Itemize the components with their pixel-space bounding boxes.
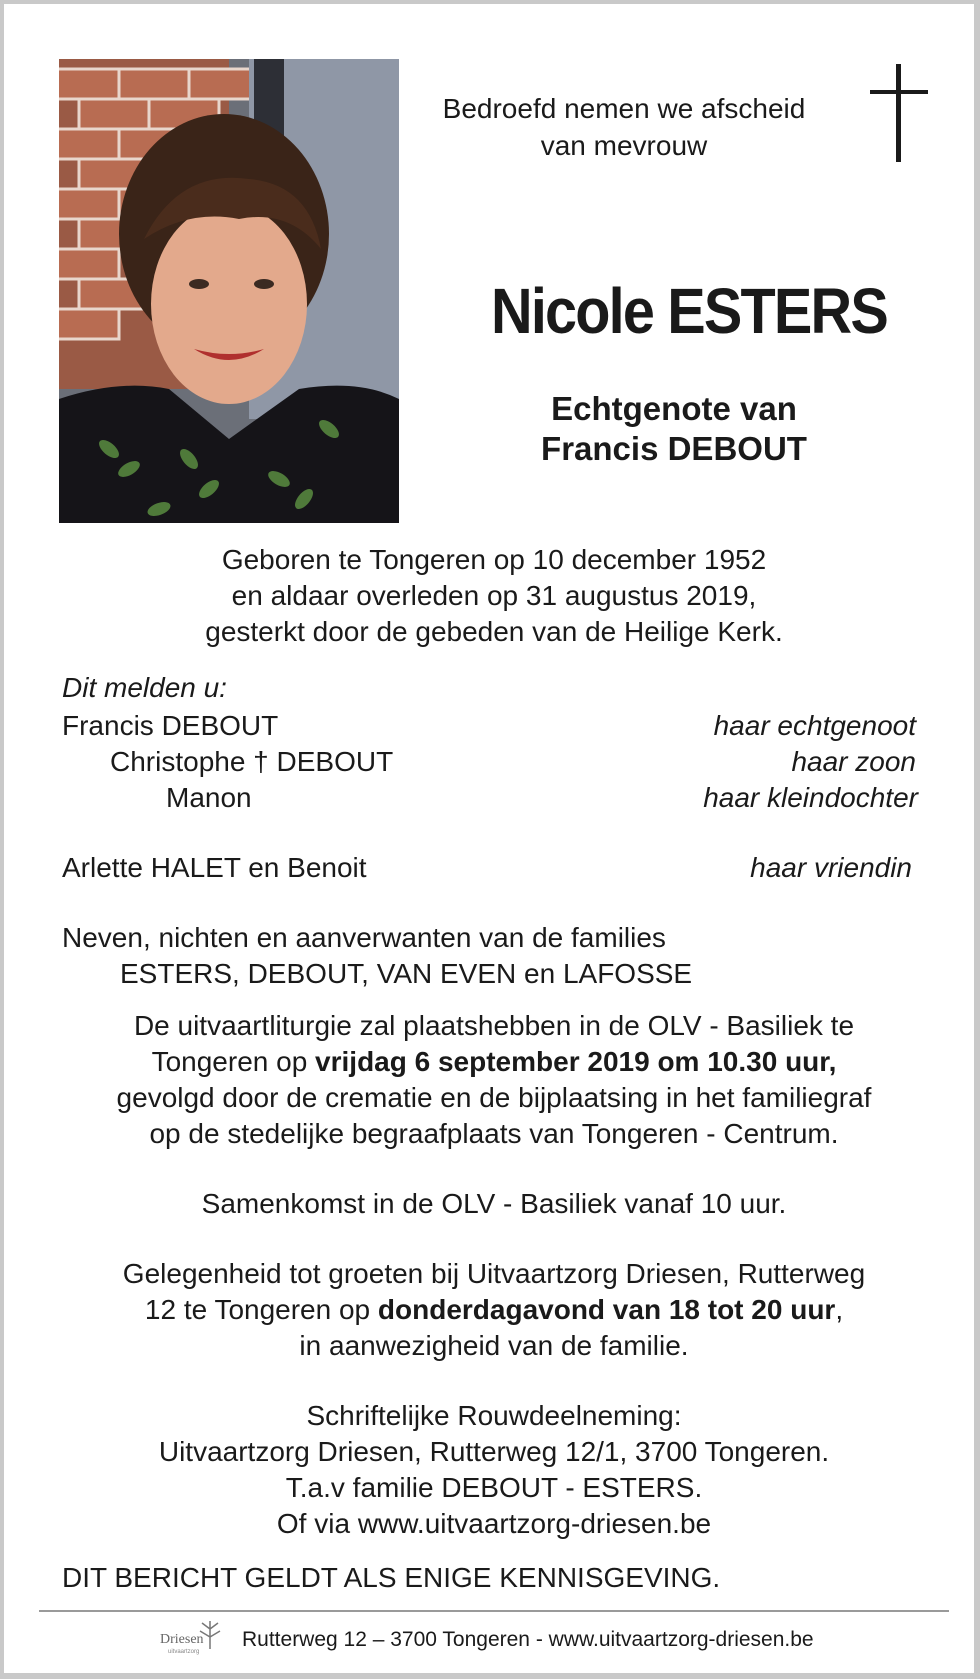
families-line-1: Neven, nichten en aanverwanten van de families bbox=[62, 922, 666, 953]
visitation-info bbox=[34, 1256, 954, 1364]
families-line-2: ESTERS, DEBOUT, VAN EVEN en LAFOSSE bbox=[120, 958, 693, 989]
funeral-info bbox=[34, 1008, 954, 1152]
mourners-lead: Dit melden u: bbox=[62, 672, 227, 703]
born-line-3: gesterkt door de gebeden van de Heilige Kerk. bbox=[205, 616, 783, 647]
visitation-time: donderdagavond van 18 tot 20 uur bbox=[377, 1294, 836, 1325]
mourner-name: Christophe † DEBOUT bbox=[110, 746, 394, 777]
funeral-line-3: gevolgd door de crematie en de bijplaatsing in het familiegraf bbox=[116, 1082, 872, 1113]
visitation-line-1: Gelegenheid tot groeten bij Uitvaartzorg Driesen, Rutterweg bbox=[122, 1258, 866, 1289]
svg-text:uitvaartzorg: uitvaartzorg bbox=[168, 1649, 200, 1655]
footer-divider bbox=[39, 1610, 949, 1612]
mourner-name: Arlette HALET en Benoit bbox=[62, 852, 367, 883]
condolence-line-2: Uitvaartzorg Driesen, Rutterweg 12/1, 3700 Tongeren. bbox=[158, 1436, 830, 1467]
birth-death-info bbox=[59, 542, 929, 650]
born-line-2: en aldaar overleden op 31 augustus 2019, bbox=[231, 580, 757, 611]
intro-line-2: van mevrouw bbox=[540, 130, 708, 161]
footer-address: Rutterweg 12 – 3700 Tongeren - www.uitvaartzorg-driesen.be bbox=[242, 1628, 814, 1651]
funeral-line-2-text: Tongeren op bbox=[151, 1046, 316, 1077]
funeral-line-2 bbox=[34, 1044, 954, 1080]
deceased-name: Nicole ESTERS bbox=[491, 275, 887, 347]
gathering-info: Samenkomst in de OLV - Basiliek vanaf 10 uur. bbox=[201, 1188, 787, 1219]
visitation-line-2 bbox=[34, 1292, 954, 1328]
spouse-line-1: Echtgenote van bbox=[551, 390, 797, 427]
closing-notice: DIT BERICHT GELDT ALS ENIGE KENNISGEVING. bbox=[62, 1562, 721, 1593]
mourner-name: Francis DEBOUT bbox=[62, 710, 279, 741]
condolence-line-3: T.a.v familie DEBOUT - ESTERS. bbox=[285, 1472, 703, 1503]
visitation-line-2-end: , bbox=[835, 1294, 844, 1325]
intro-text bbox=[394, 90, 854, 164]
condolence-info bbox=[34, 1398, 954, 1542]
portrait-photo bbox=[59, 59, 399, 523]
mourner-relation: haar vriendin bbox=[750, 852, 912, 883]
condolence-line-1: Schriftelijke Rouwdeelneming: bbox=[306, 1400, 682, 1431]
born-line-1: Geboren te Tongeren op 10 december 1952 bbox=[221, 544, 767, 575]
condolence-link[interactable]: Of via www.uitvaartzorg-driesen.be bbox=[276, 1508, 712, 1539]
mourner-name: Manon bbox=[166, 782, 252, 813]
intro-line-1: Bedroefd nemen we afscheid bbox=[442, 93, 806, 124]
mourner-relation: haar zoon bbox=[791, 746, 916, 777]
funeral-line-1: De uitvaartliturgie zal plaatshebben in de OLV - Basiliek te bbox=[133, 1010, 855, 1041]
driesen-logo bbox=[154, 1615, 234, 1661]
svg-text:Driesen: Driesen bbox=[160, 1632, 204, 1647]
obituary-card bbox=[4, 4, 974, 1673]
visitation-line-3: in aanwezigheid van de familie. bbox=[299, 1330, 689, 1361]
spouse-info bbox=[474, 389, 874, 469]
funeral-date-time: vrijdag 6 september 2019 om 10.30 uur, bbox=[315, 1046, 837, 1077]
mourner-relation: haar kleindochter bbox=[703, 782, 918, 813]
visitation-line-2-text: 12 te Tongeren op bbox=[144, 1294, 378, 1325]
spouse-line-2: Francis DEBOUT bbox=[541, 430, 807, 467]
funeral-line-4: op de stedelijke begraafplaats van Tongeren - Centrum. bbox=[149, 1118, 839, 1149]
cross-icon bbox=[870, 64, 928, 162]
mourner-relation: haar echtgenoot bbox=[713, 710, 916, 741]
